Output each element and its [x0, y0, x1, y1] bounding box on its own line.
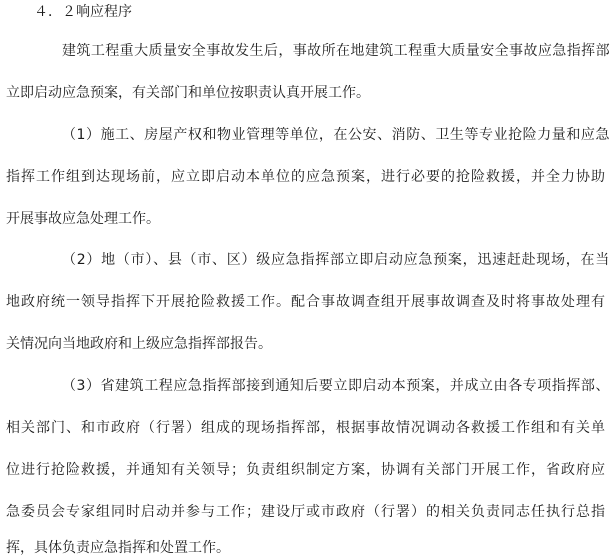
paragraph-2-line-2: 指挥工作组到达现场前，应立即启动本单位的应急预案，进行必要的抢险救援，并全力协助: [6, 169, 606, 185]
paragraph-2-line-3: 开展事故应急处理工作。: [6, 211, 160, 227]
paragraph-3-line-3: 关情况向当地政府和上级应急指挥部报告。: [6, 336, 272, 352]
paragraph-4-line-5: 挥，具体负责应急指挥和处置工作。: [6, 540, 230, 556]
paragraph-4-line-2: 相关部门、和市政府（行署）组成的现场指挥部，根据事故情况调动各救援工作组和有关单: [6, 420, 606, 436]
section-heading: ４．２响应程序: [34, 4, 132, 20]
paragraph-2-line-1: （1）施工、房屋产权和物业管理等单位，在公安、消防、卫生等专业抢险力量和应急: [62, 127, 610, 143]
paragraph-3-line-2: 地政府统一领导指挥下开展抢险救援工作。配合事故调查组开展事故调查及时将事故处理有: [6, 294, 606, 310]
paragraph-4-line-3: 位进行抢险救援，并通知有关领导；负责组织制定方案，协调有关部门开展工作，省政府应: [6, 462, 606, 478]
paragraph-3-line-1: （2）地（市）、县（市、区）级应急指挥部立即启动应急预案，迅速赶赴现场，在当: [62, 252, 610, 268]
paragraph-1-line-1: 建筑工程重大质量安全事故发生后，事故所在地建筑工程重大质量安全事故应急指挥部: [62, 43, 610, 59]
paragraph-1-line-2: 立即启动应急预案，有关部门和单位按职责认真开展工作。: [6, 85, 370, 101]
paragraph-4-line-4: 急委员会专家组同时启动并参与工作；建设厅或市政府（行署）的相关负责同志任执行总指: [6, 504, 606, 520]
paragraph-4-line-1: （3）省建筑工程应急指挥部接到通知后要立即启动本预案，并成立由各专项指挥部、: [62, 378, 610, 394]
